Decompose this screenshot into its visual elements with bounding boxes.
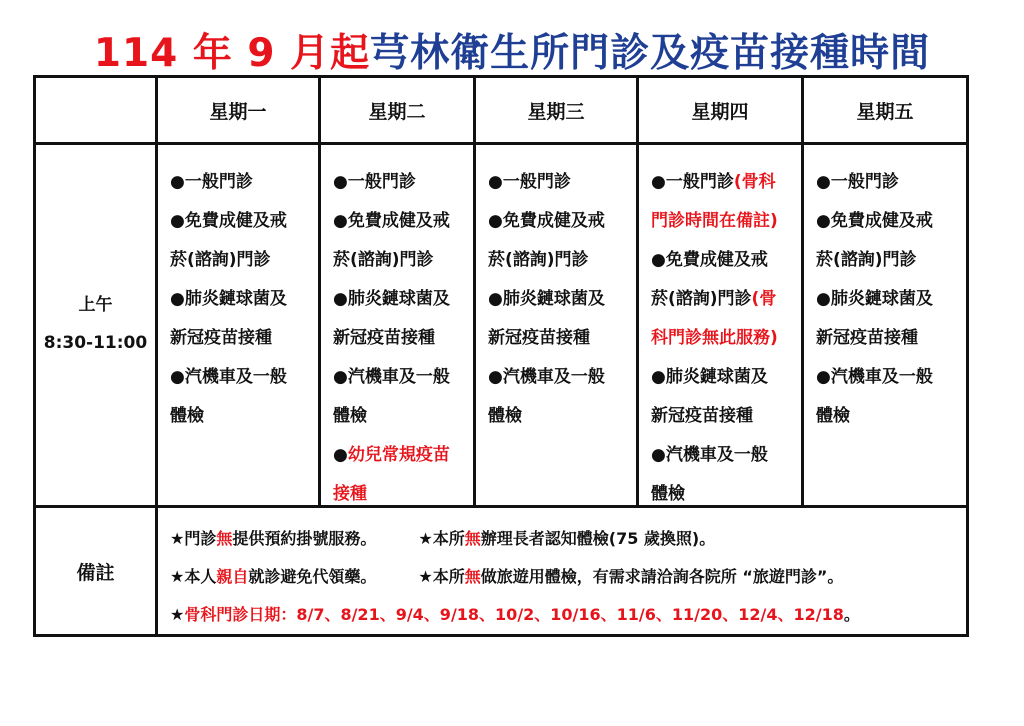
list-item: ●免費成健及戒: [170, 211, 287, 231]
list-item: 新冠疫苗接種: [170, 328, 272, 348]
header-monday: 星期一: [158, 78, 321, 145]
list-item: 體檢: [488, 406, 522, 426]
list-item: 體檢: [333, 406, 367, 426]
list-item: ●肺炎鏈球菌及: [488, 289, 605, 309]
item-text: 菸(諮詢)門診: [651, 289, 752, 309]
page-title: [0, 22, 1024, 78]
header-tuesday: 星期二: [321, 78, 476, 145]
list-item: 體檢: [170, 406, 204, 426]
time-slot-cell: [36, 143, 158, 508]
note-text: ★本人: [170, 567, 217, 586]
notes-label: 備註: [36, 508, 158, 634]
list-item: 新冠疫苗接種: [488, 328, 590, 348]
note-text: 。: [843, 605, 860, 624]
infant-vaccine-text: 幼兒常規疫苗: [347, 445, 450, 465]
bullet: ●: [333, 445, 348, 465]
list-item: ●汽機車及一般: [170, 367, 287, 387]
notes-line-1: [170, 520, 966, 558]
list-item: ●一般門診: [333, 172, 416, 192]
note-text: ★本所: [418, 567, 465, 586]
header-thursday: 星期四: [639, 78, 804, 145]
list-item: 接種: [333, 484, 367, 504]
list-item: ●免費成健及戒: [488, 211, 605, 231]
list-item: 科門診無此服務): [651, 328, 778, 348]
list-item: ●肺炎鏈球菌及: [651, 367, 768, 387]
header-wednesday: 星期三: [476, 78, 639, 145]
title-date: 114 年 9 月起: [93, 31, 371, 76]
title-text: 芎林衛生所門診及疫苗接種時間: [370, 31, 931, 76]
friday-services: [804, 145, 966, 508]
time-slot-label: 上午: [78, 295, 113, 315]
list-item: 菸(諮詢)門診: [816, 250, 917, 270]
note-text: ★: [170, 605, 185, 624]
list-item: ●免費成健及戒: [651, 250, 768, 270]
list-item: 新冠疫苗接種: [333, 328, 435, 348]
list-item: ●肺炎鏈球菌及: [333, 289, 450, 309]
notes-content: [158, 508, 966, 634]
list-item: ●一般門診: [170, 172, 253, 192]
list-item: 門診時間在備註): [651, 211, 778, 231]
list-item: ●一般門診: [488, 172, 571, 192]
list-item: ●肺炎鏈球菌及: [170, 289, 287, 309]
list-item: ●一般門診: [816, 172, 899, 192]
list-item: 新冠疫苗接種: [816, 328, 918, 348]
list-item: 菸(諮詢)門診: [333, 250, 434, 270]
header-friday: 星期五: [804, 78, 966, 145]
note-text: ★本所: [418, 529, 465, 548]
list-item: ●免費成健及戒: [816, 211, 933, 231]
list-item: 體檢: [816, 406, 850, 426]
note-text: 就診避免代領藥。: [248, 567, 377, 586]
list-item: ●汽機車及一般: [651, 445, 768, 465]
notes-line-3: [170, 596, 966, 634]
list-item: ●汽機車及一般: [333, 367, 450, 387]
note-text: 辦理長者認知體檢(75 歲換照)。: [480, 529, 716, 548]
item-note: (骨科: [733, 172, 776, 192]
thursday-services: [639, 145, 804, 508]
list-item: ●汽機車及一般: [816, 367, 933, 387]
note-emphasis: 無: [464, 567, 481, 586]
note-emphasis: 親自: [216, 567, 249, 586]
tuesday-services: [321, 145, 476, 508]
item-note: (骨: [751, 289, 777, 309]
item-text: ●一般門診: [651, 172, 734, 192]
list-item: 體檢: [651, 484, 685, 504]
list-item: ●汽機車及一般: [488, 367, 605, 387]
list-item: [651, 163, 795, 202]
notes-line-2: [170, 558, 966, 596]
note-text: ★門診: [170, 529, 217, 548]
note-text: 做旅遊用體檢，有需求請洽詢各院所 “旅遊門診”。: [480, 567, 844, 586]
wednesday-services: [476, 145, 639, 508]
orthopedic-dates: 骨科門診日期：8/7、8/21、9/4、9/18、10/2、10/16、11/6、11/20、12/4、12/18: [184, 605, 844, 624]
monday-services: [158, 145, 321, 508]
note-emphasis: 無: [464, 529, 481, 548]
list-item-infant-vaccine: [333, 436, 467, 475]
list-item: 新冠疫苗接種: [651, 406, 753, 426]
corner-cell: [36, 78, 158, 145]
note-text: 提供預約掛號服務。: [232, 529, 377, 548]
time-slot-range: 8:30-11:00: [43, 333, 148, 353]
list-item: ●免費成健及戒: [333, 211, 450, 231]
list-item: [651, 280, 795, 319]
list-item: 菸(諮詢)門診: [488, 250, 589, 270]
list-item: 菸(諮詢)門診: [170, 250, 271, 270]
list-item: ●肺炎鏈球菌及: [816, 289, 933, 309]
schedule-table: [33, 75, 969, 637]
note-emphasis: 無: [216, 529, 233, 548]
